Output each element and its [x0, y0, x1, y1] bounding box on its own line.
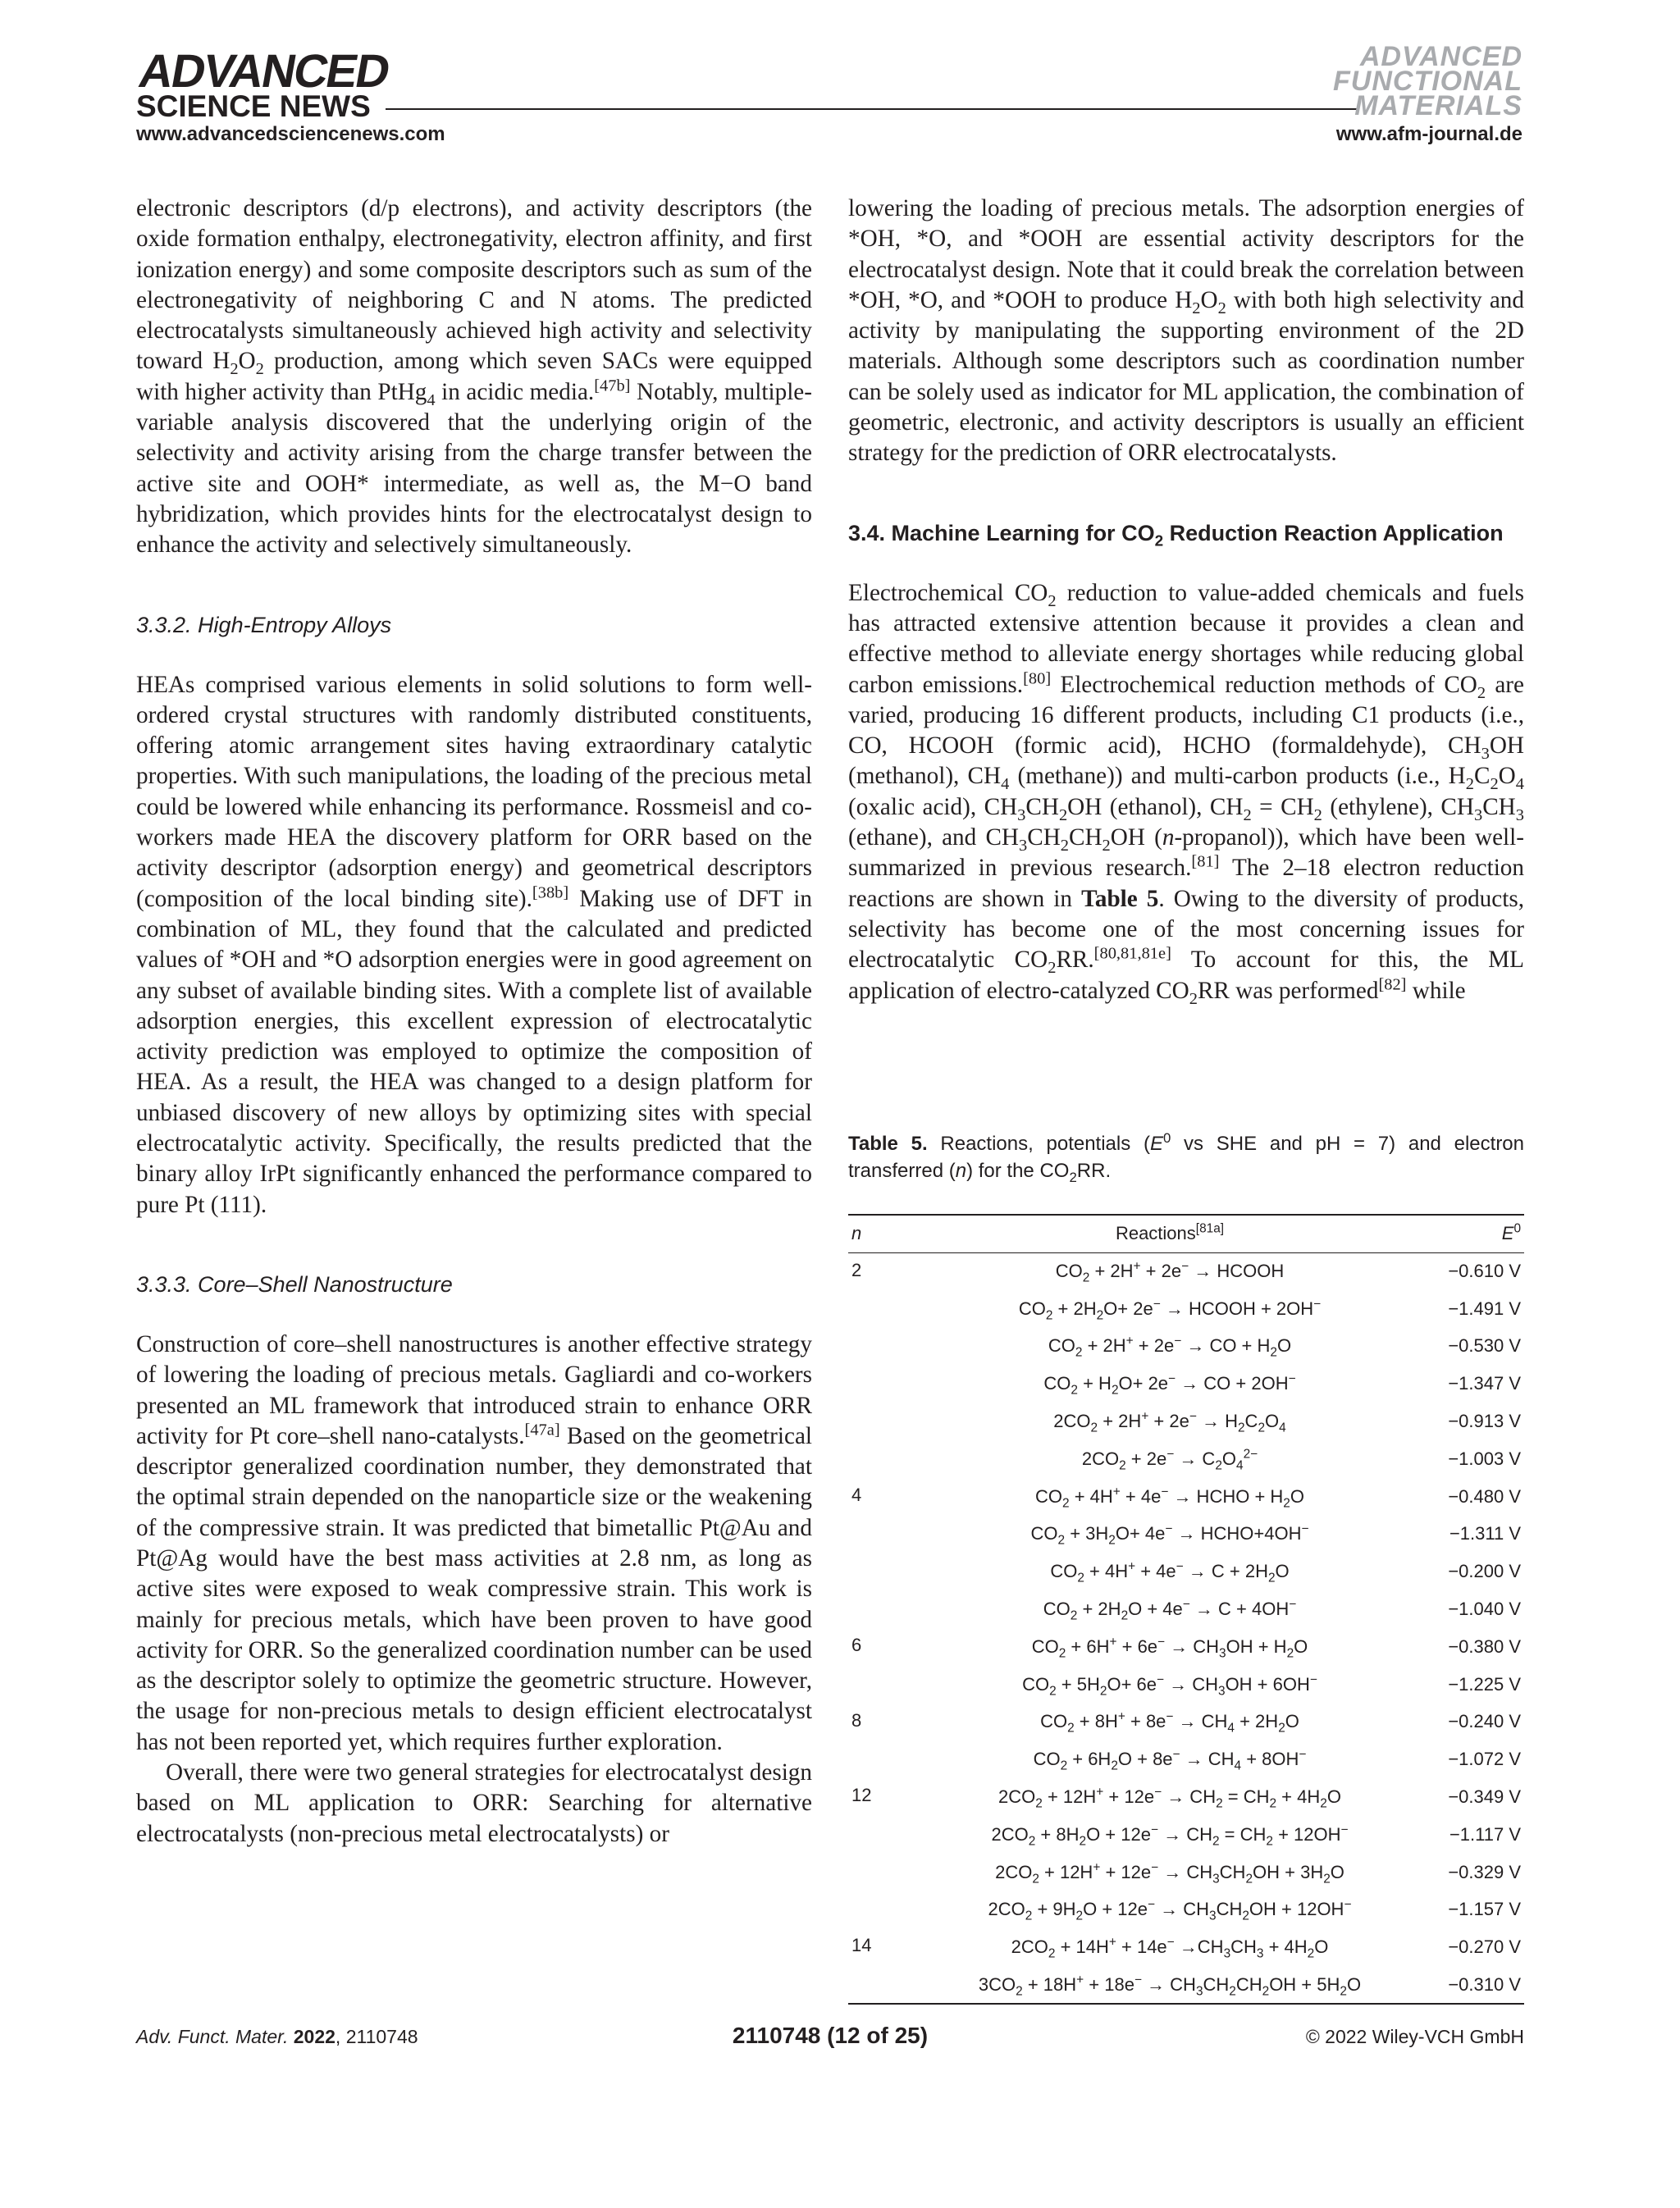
paragraph-ml-orr-descriptors: electronic descriptors (d/p electrons), and activity descriptors (the oxide formation enthalpy, electronegativity, electron affinity, and first ionization energy) and some composite descriptors such as sum of the electronegativity of neighboring C and N atoms. The predicted electrocatalysts simultaneously achieved high activity and selectivity toward $H_2O_2$ production, among which seven SACs were equipped with higher activity than PtHg$_4$ in acidic media.[47b] Notably, multiple-variable analysis discovered that the underlying origin of the selectivity and activity arising from the charge transfer between the active site and OOH* intermediate, as well as, the M−O band hybridization, which provides hints for the electrocatalyst design to enhance the activity and selectively simultaneously.: [136, 195, 812, 559]
table-row: $CO_2 + 3H_2O+ 4e^-$ → HCHO+4OH− −1.311 V: [1030, 1522, 1521, 1548]
journal-url[interactable]: www.afm-journal.de: [1335, 123, 1522, 145]
left-column: [136, 194, 812, 1850]
footer-citation: Adv. Funct. Mater. 2022, 2110748: [136, 2026, 418, 2047]
page-footer: [136, 2023, 1524, 2059]
table-row: $3CO_2 + 18H^+ + 18e^- \to CH_3CH_2CH_2OH + 5H_2O$ −0.310 V: [848, 1966, 1524, 2004]
table-row: $CO_2 + 5H_2O+ 6e^- \to CH_3OH + 6OH^-$ −1.225 V: [1022, 1672, 1521, 1699]
column-header-e0: $E^0$: [1419, 1215, 1524, 1252]
table-row: $CO_2 + 2H^+ + 2e^-$ → CO + $H_2O$ −0.530 V: [1048, 1334, 1521, 1360]
footer-page-number: 2110748 (12 of 25): [732, 2023, 929, 2048]
table-row: $CO_2 + 4H^+ + 4e^- \to C + 2H_2O$ −0.200 V: [1050, 1559, 1521, 1585]
table-row: 8 $CO_2 + 8H^+ + 8e^- \to CH_4 + 2H_2O$ −0.240 V: [851, 1709, 1521, 1736]
advanced-functional-materials-logo: [1333, 41, 1522, 121]
paragraph-co2rr-intro: Electrochemical $CO_2$ reduction to value-added chemicals and fuels has attracted extensive attention because it provides a clean and effective method to alleviate energy shortages while reducing global carbon emissions.[80] Electrochemical reduction methods of $CO_2$ are varied, producing 16 different products, including C1 products (i.e., CO, HCOOH (formic acid), HCHO (formaldehyde), $CH_3OH$ (methanol), $CH_4$ (methane)) and multi-carbon products (i.e., $H_2C_2O_4$ (oxalic acid), $CH_3CH_2OH$ (ethanol), $CH_2 = CH_2$ (ethylene), $CH_3CH_3$ (ethane), and $CH_3CH_2CH_2OH$ (n-propanol)), which have been well-summarized in previous research.[81] The 2–18 electron reduction reactions are shown in Table 5. Owing to the diversity of products, selectivity has become one of the most concerning issues for electrocatalytic $CO_2RR.[80,81,81e]$ To account for this, the ML application of electro-catalyzed $CO_2RR$ was performed[82] while: [848, 579, 1524, 1008]
table-row: $2CO_2 + 2H^+ + 2e^- \to H_2C_2O_4$ −0.913 V: [1053, 1409, 1521, 1435]
paragraph-high-entropy-alloys: HEAs comprised various elements in solid solutions to form well-ordered crystal structures with randomly distributed constituents, offering atomic arrangement sites having extraordinary catalytic properties. With such manipulations, the loading of the precious metal could be lowered while enhancing its performance. Rossmeisl and co-workers made HEA the discovery platform for ORR based on the activity descriptor (adsorption energy) and geometrical descriptors (composition of the local binding site).[38b] Making use of DFT in combination of ML, they found that the calculated and predicted values of *OH and *O adsorption energies were in good agreement on any subset of available binding sites. With a complete list of available adsorption energies, this excellent expression of electrocatalytic activity prediction was employed to optimize the composition of HEA. As a result, the HEA was changed to a design platform for unbiased discovery of new alloys by optimizing sites with special electrocatalytic activity. Specifically, the results predicted that the binary alloy IrPt significantly enhanced the performance compared to pure Pt (111).: [136, 671, 812, 1218]
table-header-row: [848, 1215, 1524, 1252]
table-row: 2 $CO_2 + 2H^+ + 2e^-$ → HCOOH −0.610 V: [851, 1259, 1521, 1285]
afm-logo-line2: FUNCTIONAL: [1333, 66, 1522, 97]
afm-logo-line1: ADVANCED: [1359, 41, 1522, 72]
section-heading-high-entropy-alloys: 3.3.2. High-Entropy Alloys: [136, 612, 392, 637]
table-row: $CO_2 + 2H_2O + 4e^- \to C + 4OH^-$ −1.040 V: [1043, 1597, 1521, 1623]
table-row: 4 $CO_2 + 4H^+ + 4e^-$ → HCHO + $H_2O$ −0.480 V: [851, 1484, 1521, 1511]
table-5-label: Table 5.: [848, 1133, 928, 1155]
table-row: 6 $CO_2 + 6H^+ + 6e^- \to CH_3OH + H_2O$ −0.380 V: [851, 1634, 1521, 1661]
advanced-science-news-logo: [135, 45, 393, 123]
column-header-n: n: [848, 1215, 920, 1252]
logo-line-science-news: SCIENCE NEWS: [136, 89, 371, 123]
right-column: [848, 194, 1524, 1006]
table-5-caption: Table 5. Reactions, potentials ($E^0$ vs SHE and pH = 7) and electron transferred (n) for the $CO_2RR$.: [848, 1130, 1525, 1185]
publisher-url[interactable]: www.advancedsciencenews.com: [136, 123, 445, 145]
table-row: $CO_2 + H_2O+ 2e^-$ → CO + 2OH− −1.347 V: [1043, 1371, 1521, 1398]
table-row: $2CO_2 + 8H_2O + 12e^- \to CH_2 = CH_2 + 12OH^-$ −1.117 V: [991, 1823, 1521, 1849]
section-heading-core-shell: 3.3.3. Core–Shell Nanostructure: [136, 1271, 453, 1297]
footer-copyright: © 2022 Wiley-VCH GmbH: [1305, 2026, 1524, 2047]
table-row: 12 $2CO_2 + 12H^+ + 12e^- \to CH_2 = CH_2 + 4H_2O$ −0.349 V: [851, 1785, 1521, 1811]
page-header: [0, 0, 1680, 156]
table-row: $2CO_2 + 12H^+ + 12e^- \to CH_3CH_2OH + 3H_2O$ −0.329 V: [995, 1860, 1521, 1886]
table-row: $2CO_2 + 2e^- \to C_2O_4^{2-}$ −1.003 V: [1081, 1447, 1521, 1473]
table-row: $CO_2 + 2H_2O+ 2e^-$ → HCOOH + 2OH− −1.491 V: [1018, 1297, 1521, 1323]
paragraph-core-shell: Construction of core–shell nanostructures is another effective strategy of lowering the loading of precious metals. Gagliardi and co-workers presented an ML framework that introduced strain to enhance ORR activity for Pt core–shell nano-catalysts.[47a] Based on the geometrical descriptor generalized coordination number, they demonstrated that the optimal strain depended on the nanoparticle size or the weakening of the compressive strain. It was predicted that bimetallic Pt@Au and Pt@Ag would have the best mass activities at 2.8 nm, as long as active sites were exposed to weak compressive strain. This work is mainly for precious metals, which have been proven to have good activity for ORR. So the generalized coordination number can be used as the descriptor solely to optimize the geometric structure. However, the usage for non-precious metals to design efficient electrocatalyst has not been reported yet, which requires further exploration.: [136, 1330, 813, 1755]
table-row: $2CO_2 + 9H_2O + 12e^- \to CH_3CH_2OH + 12OH^-$ −1.157 V: [988, 1898, 1521, 1923]
column-header-reactions: Reactions[81a]: [920, 1215, 1419, 1252]
table-row: 14 $2CO_2 + 14H^+ + 14e^- \to CH_3CH_3 + 4H_2O$ −0.270 V: [851, 1935, 1521, 1961]
paragraph-orr-strategies-continued: lowering the loading of precious metals. The adsorption energies of *OH, *O, and *OOH are essential activity descriptors for the electrocatalyst design. Note that it could break the correlation between *OH, *O, and *OOH to produce $H_2O_2$ with both high selectivity and activity by manipulating the supporting environment of the 2D materials. Although some descriptors such as coordination number can be solely used as indicator for ML application, the combination of geometric, electronic, and activity descriptors is usually an efficient strategy for the prediction of ORR electrocatalysts.: [848, 195, 1524, 467]
header-rule: [386, 108, 1358, 110]
paragraph-orr-strategies: Overall, there were two general strategies for electrocatalyst design based on ML application to ORR: Searching for alternative electrocatalysts (non-precious metal electrocatalysts) or: [136, 1759, 812, 1847]
afm-logo-line3: MATERIALS: [1354, 90, 1522, 121]
table-row: $CO_2 + 6H_2O + 8e^- \to CH_4 + 8OH^-$ −1.072 V: [1033, 1747, 1521, 1773]
section-heading-co2rr: 3.4. Machine Learning for $CO_2$ Reduction Reaction Application: [848, 520, 1504, 550]
logo-line-advanced: ADVANCED: [135, 45, 393, 98]
table-5: [848, 1214, 1524, 2005]
